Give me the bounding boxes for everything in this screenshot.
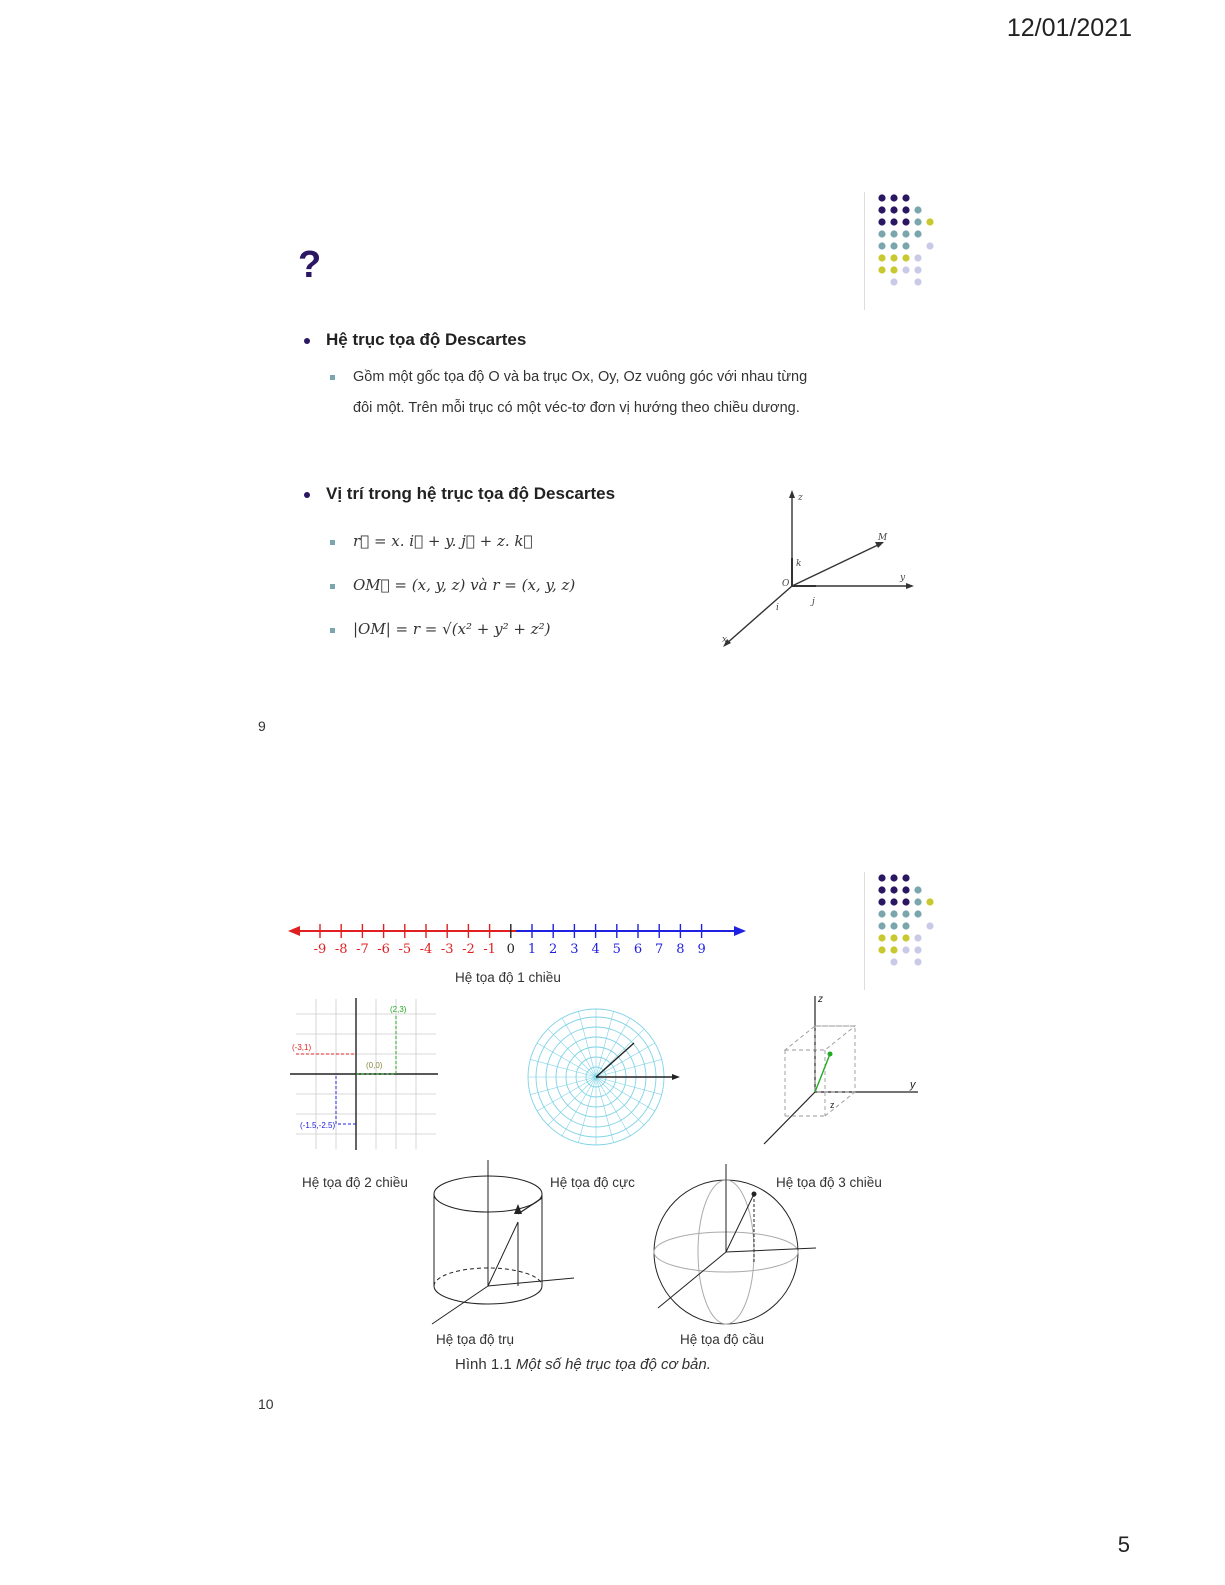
caption-polar: Hệ tọa độ cực: [550, 1175, 635, 1190]
number-line-tick-label: -3: [440, 942, 454, 957]
polar-spoke: [530, 1059, 596, 1077]
decorative-dot-grid: [876, 192, 946, 296]
number-line-diagram: [286, 915, 752, 959]
polar-spoke: [596, 1077, 644, 1125]
slide-title: ?: [298, 244, 322, 286]
number-line-tick-label: 1: [527, 942, 537, 957]
page-number: 5: [1117, 1532, 1130, 1557]
document-date: 12/01/2021: [1006, 14, 1132, 42]
svg-text:z: z: [830, 1100, 835, 1110]
slide-divider: [864, 192, 865, 310]
decorative-dot-grid: [876, 872, 946, 976]
z-label: z: [798, 493, 803, 503]
number-line-tick-label: -5: [398, 942, 412, 957]
polar-diagram: [516, 997, 684, 1155]
number-line-tick-label: 8: [676, 942, 685, 957]
om-vector: [792, 544, 880, 586]
i-label: i: [776, 603, 779, 613]
caption-2d: Hệ tọa độ 2 chiều: [302, 1175, 408, 1190]
sub-bullet: [330, 375, 335, 380]
number-line-tick-label: -2: [462, 942, 475, 957]
cylinder-diagram: [428, 1158, 578, 1328]
number-line-tick-label: 3: [570, 942, 579, 957]
bullet-dot: [304, 492, 310, 498]
number-line-tick-label: -6: [377, 942, 390, 957]
figure-title: Hình 1.1 Một số hệ trục tọa độ cơ bản.: [455, 1356, 711, 1373]
number-line-tick-label: -1: [483, 942, 496, 957]
bullet-position-heading: Vị trí trong hệ trục tọa độ Descartes: [304, 484, 615, 504]
box-3d-diagram: [760, 992, 920, 1150]
bullet-dot: [304, 338, 310, 344]
number-line-tick-label: 4: [591, 942, 600, 957]
caption-cylinder: Hệ tọa độ trụ: [436, 1332, 515, 1347]
polar-spoke: [596, 1077, 614, 1143]
number-line-tick-label: -4: [419, 942, 433, 957]
number-line-tick-label: 9: [697, 942, 706, 957]
polar-spoke: [548, 1029, 596, 1077]
polar-spoke: [548, 1077, 596, 1125]
k-label: k: [796, 559, 802, 569]
number-line-tick-label: 2: [549, 942, 558, 957]
bullet-descartes-body: Gồm một gốc tọa độ O và ba trục Ox, Oy, Oz vuông góc với nhau từng đôi một. Trên mỗi trục có một véc-tơ đơn vị hướng theo chiều dương.: [330, 362, 930, 424]
caption-3d: Hệ tọa độ 3 chiều: [776, 1175, 882, 1190]
grid-2d-diagram: [286, 994, 442, 1154]
svg-text:y: y: [910, 1079, 916, 1091]
number-line-tick-label: -7: [356, 942, 369, 957]
sub-bullet: [330, 540, 335, 545]
number-line-tick-label: -9: [313, 942, 327, 957]
o-label: O: [782, 579, 790, 589]
sub-bullet: [330, 584, 335, 589]
point-2-3: (2,3): [390, 1005, 407, 1014]
bullet-descartes-heading: Hệ trục tọa độ Descartes: [304, 330, 526, 350]
polar-spoke: [530, 1077, 596, 1095]
number-line-tick-label: 7: [655, 942, 664, 957]
polar-spoke: [578, 1077, 596, 1143]
number-line-tick-label: -8: [334, 942, 348, 957]
number-line-tick-label: 5: [612, 942, 621, 957]
point-neg3-1: (-3,1): [292, 1043, 312, 1052]
point-origin: (0,0): [366, 1061, 383, 1070]
m-label: M: [878, 533, 888, 543]
caption-sphere: Hệ tọa độ cầu: [680, 1332, 765, 1347]
polar-spoke: [578, 1011, 596, 1077]
formula-om-vector: OM⃗ = (x, y, z) và r = (x, y, z): [330, 570, 575, 601]
caption-1d: Hệ tọa độ 1 chiều: [455, 970, 561, 985]
slide-number: 10: [258, 1396, 274, 1412]
j-label: j: [812, 597, 815, 607]
formula-position-vector: r⃗ = x. i⃗ + y. j⃗ + z. k⃗: [330, 526, 532, 557]
slide-number: 9: [258, 718, 266, 734]
sphere-diagram: [644, 1160, 824, 1328]
point-neg1.5-neg2.5: (-1.5,-2.5): [300, 1121, 336, 1130]
number-line-tick-label: 6: [633, 942, 643, 957]
polar-spoke: [596, 1011, 614, 1077]
sub-bullet: [330, 628, 335, 633]
svg-text:z: z: [818, 994, 823, 1005]
x-label: x: [722, 635, 728, 645]
polar-spoke: [596, 1077, 662, 1095]
y-label: y: [900, 573, 906, 583]
x-axis: [726, 586, 792, 644]
number-line-ticks: [314, 924, 706, 957]
slide-divider: [864, 872, 865, 990]
cartesian-3d-axes-diagram: [712, 486, 922, 656]
formula-magnitude: |OM| = r = √(x² + y² + z²): [330, 614, 551, 645]
number-line-tick-label: 0: [506, 942, 515, 957]
